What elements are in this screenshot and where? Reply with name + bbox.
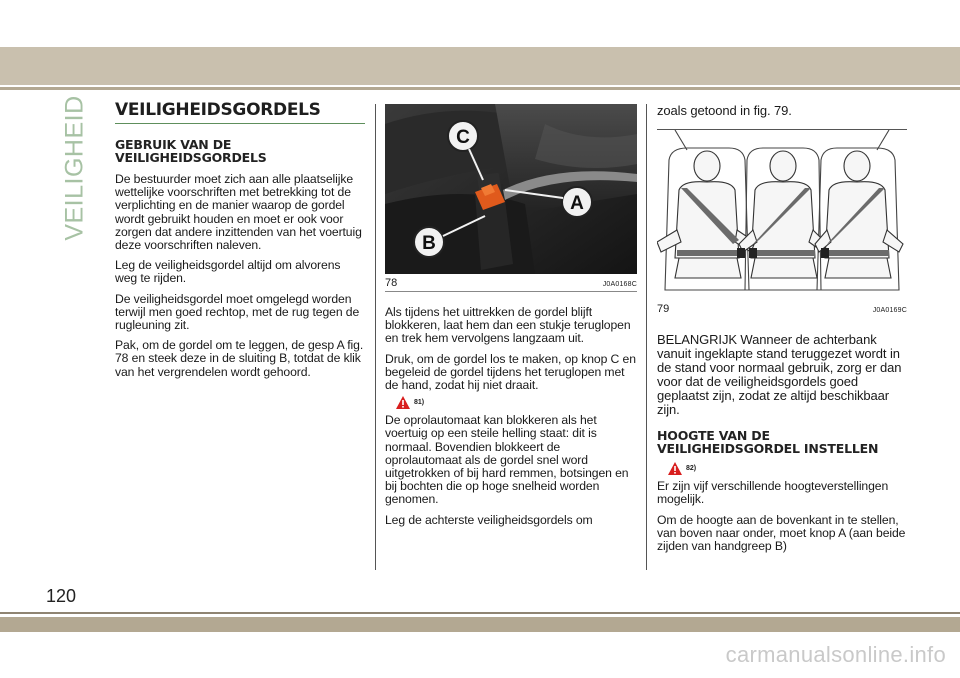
figure-78-image xyxy=(385,104,637,274)
important-note: BELANGRIJK Wanneer de achterbank vanuit ingeklapte stand teruggezet wordt in de stand voor normaal gebruik, zorg er dan voor dat de veiligheidsgordels goed geplaatst zijn, zodat ze altijd beschikbaar zijn. xyxy=(657,332,902,418)
column-1 xyxy=(115,100,365,386)
warning-reference xyxy=(667,461,907,476)
paragraph: zoals getoond in fig. 79. xyxy=(657,103,792,118)
paragraph: De oprolautomaat kan blokkeren als het voertuig op een steile helling staat: dit is normaal. Bovendien blokkeert de oprolautomaat als de gordel snel word uitgetrokken of bij hard remmen, botsingen en bij bochten die op hoge snelheid worden genomen. xyxy=(385,413,629,507)
bottom-band xyxy=(0,617,960,632)
figure-code: J0A0168C xyxy=(602,281,637,288)
column-2 xyxy=(385,104,637,534)
figure-caption xyxy=(657,300,907,317)
figure-number: 79 xyxy=(657,303,670,316)
paragraph: De veiligheidsgordel moet omgelegd worden terwijl men goed rechtop, met de rug tegen de rugleuning zit. xyxy=(115,291,360,333)
section-tab-label: VEILIGHEID xyxy=(60,94,89,241)
paragraph: Pak, om de gordel om te leggen, de gesp A fig. 78 en steek deze in de sluiting B, totdat de klik van het vergrendelen wordt gehoord. xyxy=(115,338,364,379)
warning-reference xyxy=(395,395,637,410)
rear-seat-occupants-illustration xyxy=(657,130,907,300)
figure-code: J0A0169C xyxy=(872,307,907,315)
warning-ref-number: 81) xyxy=(414,399,425,407)
paragraph: Leg de achterste veiligheidsgordels om xyxy=(385,512,593,527)
paragraph: Er zijn vijf verschillende hoogteverstellingen mogelijk. xyxy=(657,479,889,507)
page-title: VEILIGHEIDSGORDELS xyxy=(115,100,365,124)
warning-triangle-icon xyxy=(395,395,411,410)
paragraph: Als tijdens het uittrekken de gordel blijft blokkeren, laat hem dan een stukje teruglopen en trek hem vervolgens langzaam uit. xyxy=(385,305,631,346)
warning-triangle-icon xyxy=(667,461,683,476)
top-divider xyxy=(0,87,960,90)
column-3 xyxy=(657,104,907,560)
label-b: B xyxy=(422,233,436,254)
seatbelt-buckle-illustration xyxy=(385,104,637,274)
label-a: A xyxy=(570,193,584,214)
watermark: carmanualsonline.info xyxy=(725,642,946,667)
section-heading: HOOGTE VAN DE VEILIGHEIDSGORDEL INSTELLEN xyxy=(657,428,879,457)
warning-ref-number: 82) xyxy=(686,465,697,473)
column-divider xyxy=(375,104,376,570)
label-c: C xyxy=(456,127,470,148)
section-heading: GEBRUIK VAN DE VEILIGHEIDSGORDELS xyxy=(115,137,267,165)
column-divider xyxy=(646,104,647,570)
paragraph: Leg de veiligheidsgordel altijd om alvorens weg te rijden. xyxy=(115,258,341,286)
bottom-divider xyxy=(0,612,960,614)
paragraph: Druk, om de gordel los te maken, op knop C en begeleid de gordel tijdens het teruglopen met de hand, zodat hij niet draait. xyxy=(385,351,636,393)
figure-79-image xyxy=(657,130,907,300)
section-tab xyxy=(55,94,95,241)
paragraph: De bestuurder moet zich aan alle plaatselijke wettelijke voorschriften met betrekking tot de verplichting en de manier waarop de gordel wordt gebruikt houden en moet er ook voor zorgen dat andere inzittenden van het voertuig deze voorschriften naleven. xyxy=(115,172,362,253)
paragraph: Om de hoogte aan de bovenkant in te stellen, van boven naar onder, moet knop A (aan beide zijden van handgreep B) xyxy=(657,512,906,554)
figure-number: 78 xyxy=(385,277,398,289)
top-band xyxy=(0,47,960,85)
page-number: 120 xyxy=(46,586,77,606)
figure-caption xyxy=(385,274,637,292)
